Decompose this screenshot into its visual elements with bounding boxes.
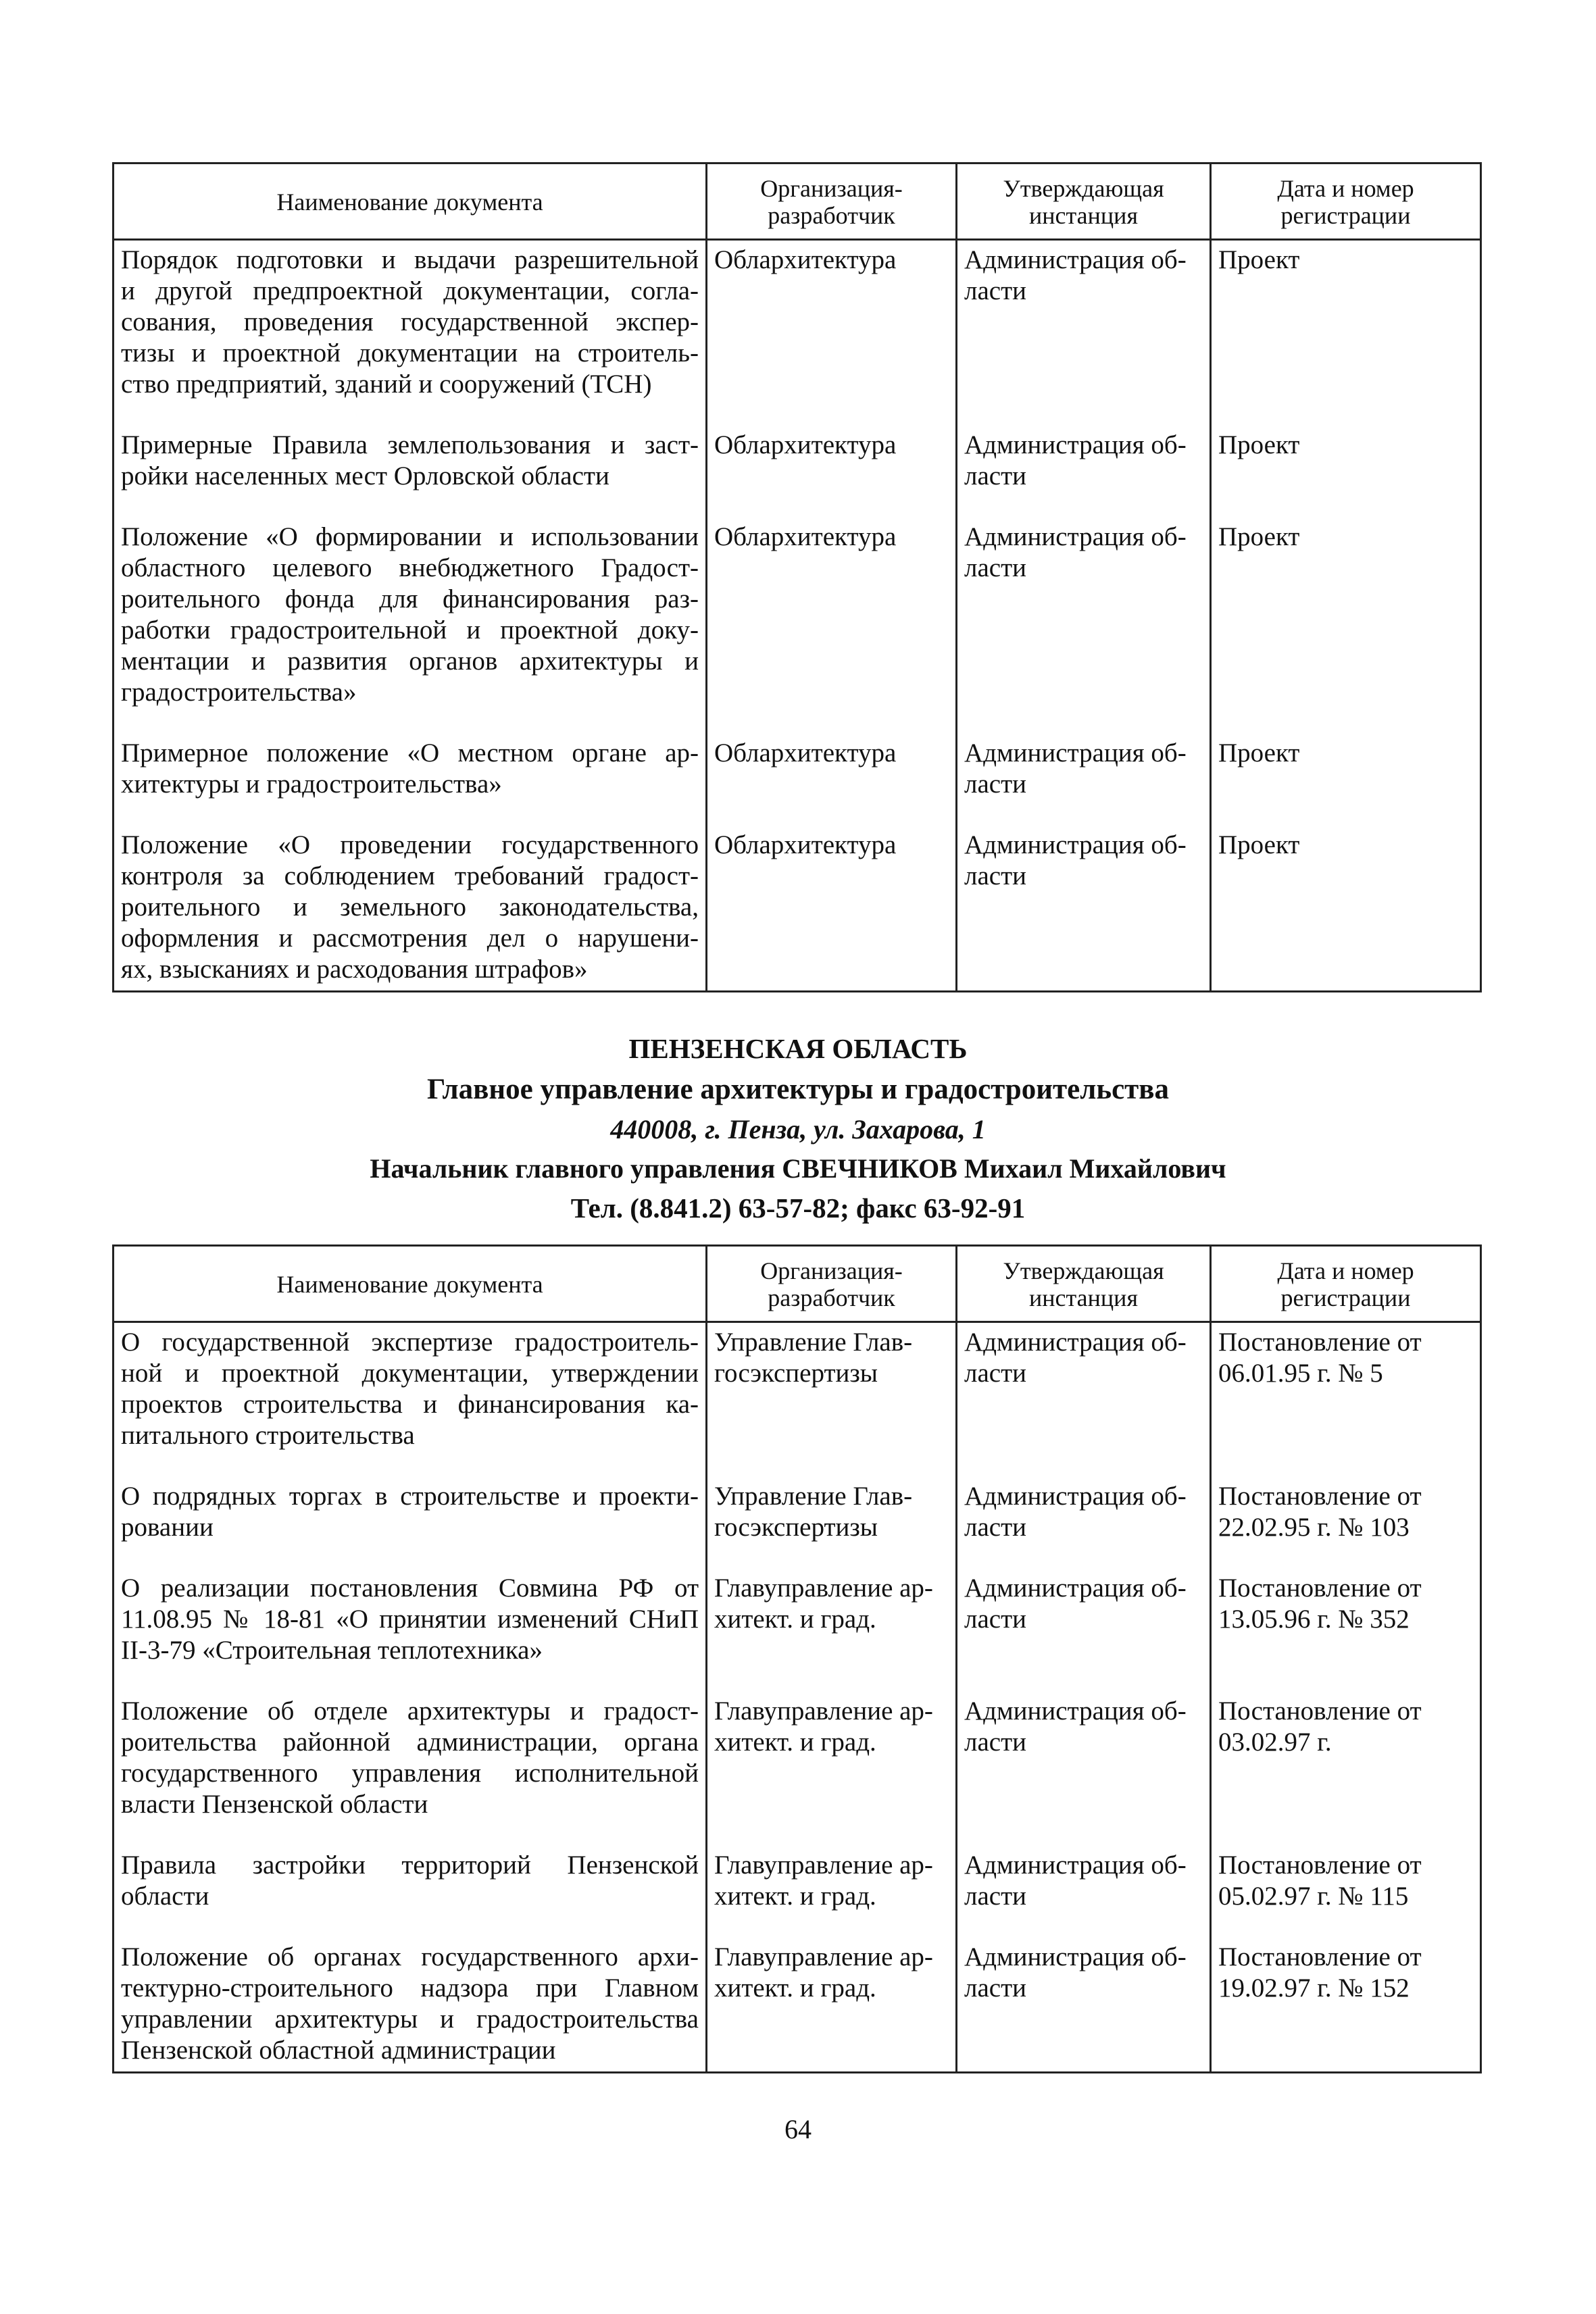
cell-line: Проект xyxy=(1218,430,1300,459)
cell-line: 03.02.97 г. xyxy=(1218,1728,1332,1757)
cell-line: оформления и рассмотрения дел о нарушени- xyxy=(121,924,699,953)
table-row xyxy=(114,1912,1481,2073)
cell-line: Постановление от xyxy=(1218,1942,1422,1971)
cell-line: градостроительства» xyxy=(121,678,357,707)
cell-line: Управление Глав- xyxy=(714,1482,913,1511)
cell-line: областного целевого внебюджетного Градост- xyxy=(121,553,699,582)
cell-line: ство предприятий, зданий и сооружений (ТСН) xyxy=(121,370,652,399)
cell-developer xyxy=(707,1451,957,1543)
cell-line: ласти xyxy=(964,1728,1026,1757)
cell-line: работки градостроительной и проектной доку- xyxy=(121,615,699,645)
cell-registration xyxy=(1211,1543,1481,1666)
table-header-row xyxy=(114,164,1481,240)
cell-line: Положение об отделе архитектуры и градост- xyxy=(121,1696,699,1726)
cell-registration xyxy=(1211,1451,1481,1543)
region-heading: ПЕНЗЕНСКАЯ ОБЛАСТЬ xyxy=(628,1033,968,1064)
cell-line: Постановление от xyxy=(1218,1696,1422,1726)
cell-line: Постановление от xyxy=(1218,1574,1422,1603)
cell-line: ментации и развития органов архитектуры и xyxy=(121,647,699,676)
cell-document-name xyxy=(114,800,707,992)
cell-line: Облархитектура xyxy=(714,738,897,768)
penza-documents-table xyxy=(112,1244,1482,2073)
cell-developer xyxy=(707,1912,957,2073)
cell-approving-authority xyxy=(957,1820,1211,1912)
cell-approving-authority xyxy=(957,1451,1211,1543)
cell-line: Облархитектура xyxy=(714,522,897,551)
cell-approving-authority xyxy=(957,1666,1211,1820)
cell-line: ях, взысканиях и расходования штрафов» xyxy=(121,955,588,984)
cell-document-name xyxy=(114,1820,707,1912)
cell-line: и другой предпроектной документации, согла- xyxy=(121,276,699,305)
cell-line: 05.02.97 г. № 115 xyxy=(1218,1882,1409,1911)
cell-line: ровании xyxy=(121,1513,214,1542)
cell-line: ласти xyxy=(964,461,1026,491)
cell-document-name xyxy=(114,1322,707,1452)
cell-line: 19.02.97 г. № 152 xyxy=(1218,1973,1410,2003)
cell-line: ласти xyxy=(964,1882,1026,1911)
cell-line: Главуправление ар- xyxy=(714,1851,933,1880)
cell-approving-authority xyxy=(957,800,1211,992)
cell-line: 11.08.95 № 18-81 «О принятии изменений СНиП xyxy=(121,1605,699,1634)
cell-line: роительного и земельного законодательства, xyxy=(121,892,699,922)
cell-line: Администрация об- xyxy=(964,830,1187,859)
cell-line: ной и проектной документации, утверждении xyxy=(121,1359,699,1388)
cell-line: проектов строительства и финансирования ка- xyxy=(121,1390,699,1419)
cell-developer xyxy=(707,240,957,401)
cell-line: 06.01.95 г. № 5 xyxy=(1218,1359,1383,1388)
cell-line: хитектуры и градостроительства» xyxy=(121,770,502,799)
cell-line: Примерные Правила землепользования и заст- xyxy=(121,430,699,459)
cell-line: госэкспертизы xyxy=(714,1513,878,1542)
cell-developer xyxy=(707,800,957,992)
cell-approving-authority xyxy=(957,240,1211,401)
cell-developer xyxy=(707,708,957,800)
cell-developer xyxy=(707,1666,957,1820)
cell-approving-authority xyxy=(957,708,1211,800)
cell-line: Пензенской областной администрации xyxy=(121,2036,556,2065)
cell-line: Главуправление ар- xyxy=(714,1942,933,1971)
table-row xyxy=(114,240,1481,401)
cell-line: Администрация об- xyxy=(964,1851,1187,1880)
cell-line: Администрация об- xyxy=(964,1942,1187,1971)
cell-approving-authority xyxy=(957,1543,1211,1666)
cell-registration xyxy=(1211,1820,1481,1912)
cell-line: Администрация об- xyxy=(964,245,1187,274)
header-approving-authority: Утверждающая инстанция xyxy=(957,1246,1211,1322)
cell-line: хитект. и град. xyxy=(714,1728,876,1757)
cell-line: госэкспертизы xyxy=(714,1359,878,1388)
cell-line: тизы и проектной документации на строитель- xyxy=(121,338,699,368)
cell-line: Облархитектура xyxy=(714,430,897,459)
table-body xyxy=(114,240,1481,992)
cell-developer xyxy=(707,1322,957,1452)
cell-line: Администрация об- xyxy=(964,1696,1187,1726)
cell-line: Управление Глав- xyxy=(714,1328,913,1357)
cell-line: Облархитектура xyxy=(714,245,897,274)
cell-registration xyxy=(1211,800,1481,992)
cell-line: Главуправление ар- xyxy=(714,1574,933,1603)
cell-line: ройки населенных мест Орловской области xyxy=(121,461,609,491)
header-document-name: Наименование документа xyxy=(114,1246,707,1322)
table-row xyxy=(114,1451,1481,1543)
cell-approving-authority xyxy=(957,400,1211,492)
cell-document-name xyxy=(114,400,707,492)
cell-registration xyxy=(1211,240,1481,401)
cell-line: Администрация об- xyxy=(964,430,1187,459)
cell-line: Главуправление ар- xyxy=(714,1696,933,1726)
cell-approving-authority xyxy=(957,1912,1211,2073)
cell-line: Постановление от xyxy=(1218,1482,1422,1511)
organization-address: 440008, г. Пенза, ул. Захарова, 1 xyxy=(610,1114,986,1145)
cell-approving-authority xyxy=(957,492,1211,708)
cell-line: ласти xyxy=(964,1359,1026,1388)
cell-line: хитект. и град. xyxy=(714,1605,876,1634)
cell-developer xyxy=(707,1543,957,1666)
cell-line: Администрация об- xyxy=(964,1482,1187,1511)
cell-line: 13.05.96 г. № 352 xyxy=(1218,1605,1410,1634)
cell-document-name xyxy=(114,1666,707,1820)
table-header-row xyxy=(114,1246,1481,1322)
cell-registration xyxy=(1211,1666,1481,1820)
cell-line: тектурно-строительного надзора при Главном xyxy=(121,1973,699,2003)
cell-line: Положение «О проведении государственного xyxy=(121,830,699,859)
cell-line: питального строительства xyxy=(121,1421,415,1450)
cell-document-name xyxy=(114,240,707,401)
cell-line: власти Пензенской области xyxy=(121,1790,428,1819)
table-row xyxy=(114,400,1481,492)
cell-line: Проект xyxy=(1218,522,1300,551)
table-row xyxy=(114,492,1481,708)
cell-line: роительного фонда для финансирования раз- xyxy=(121,584,699,613)
organization-phone: Тел. (8.841.2) 63-57-82; факс 63-92-91 xyxy=(570,1192,1026,1224)
orel-documents-table xyxy=(112,162,1482,992)
cell-line: Порядок подготовки и выдачи разрешительной xyxy=(121,245,699,274)
header-approving-authority: Утверждающая инстанция xyxy=(957,164,1211,240)
cell-registration xyxy=(1211,708,1481,800)
cell-line: 22.02.95 г. № 103 xyxy=(1218,1513,1410,1542)
cell-line: контроля за соблюдением требований градост- xyxy=(121,861,699,890)
cell-line: Администрация об- xyxy=(964,738,1187,768)
organization-head: Начальник главного управления СВЕЧНИКОВ Михаил Михайлович xyxy=(370,1153,1226,1184)
cell-line: О государственной экспертизе градостроитель- xyxy=(121,1328,699,1357)
cell-line: Проект xyxy=(1218,738,1300,768)
cell-line: Проект xyxy=(1218,830,1300,859)
cell-registration xyxy=(1211,400,1481,492)
table-row xyxy=(114,1666,1481,1820)
table-body xyxy=(114,1322,1481,2073)
cell-developer xyxy=(707,400,957,492)
cell-developer xyxy=(707,1820,957,1912)
table-row xyxy=(114,708,1481,800)
cell-line: II-3-79 «Строительная теплотехника» xyxy=(121,1636,543,1665)
table-row xyxy=(114,800,1481,992)
page-number: 64 xyxy=(784,2114,812,2144)
cell-line: Проект xyxy=(1218,245,1300,274)
cell-approving-authority xyxy=(957,1322,1211,1452)
cell-line: Примерное положение «О местном органе ар- xyxy=(121,738,699,768)
cell-line: государственного управления исполнительной xyxy=(121,1759,699,1788)
cell-line: Облархитектура xyxy=(714,830,897,859)
cell-line: Правила застройки территорий Пензенской xyxy=(121,1851,699,1880)
cell-line: ласти xyxy=(964,553,1026,582)
cell-registration xyxy=(1211,1912,1481,2073)
cell-line: Администрация об- xyxy=(964,1328,1187,1357)
table-row xyxy=(114,1820,1481,1912)
cell-line: ласти xyxy=(964,1973,1026,2003)
cell-document-name xyxy=(114,1912,707,2073)
cell-document-name xyxy=(114,1543,707,1666)
cell-line: ласти xyxy=(964,1513,1026,1542)
cell-line: ласти xyxy=(964,770,1026,799)
cell-document-name xyxy=(114,708,707,800)
cell-document-name xyxy=(114,1451,707,1543)
cell-registration xyxy=(1211,492,1481,708)
cell-line: О реализации постановления Совмина РФ от xyxy=(121,1574,699,1603)
organization-heading: Главное управление архитектуры и градостроительства xyxy=(426,1074,1169,1105)
cell-line: хитект. и град. xyxy=(714,1973,876,2003)
cell-line: Администрация об- xyxy=(964,522,1187,551)
cell-line: сования, проведения государственной экспер- xyxy=(121,307,699,336)
cell-line: Постановление от xyxy=(1218,1851,1422,1880)
cell-line: управлении архитектуры и градостроительства xyxy=(121,2005,699,2034)
cell-line: ласти xyxy=(964,1605,1026,1634)
cell-line: Администрация об- xyxy=(964,1574,1187,1603)
cell-registration xyxy=(1211,1322,1481,1452)
header-registration: Дата и номер регистрации xyxy=(1211,164,1481,240)
cell-line: роительства районной администрации, органа xyxy=(121,1728,699,1757)
header-registration: Дата и номер регистрации xyxy=(1211,1246,1481,1322)
cell-line: Положение об органах государственного архи- xyxy=(121,1942,699,1971)
cell-line: О подрядных торгах в строительстве и проекти- xyxy=(121,1482,699,1511)
header-developer: Организация- разработчик xyxy=(707,1246,957,1322)
cell-document-name xyxy=(114,492,707,708)
table-row xyxy=(114,1322,1481,1452)
table-row xyxy=(114,1543,1481,1666)
header-document-name: Наименование документа xyxy=(114,164,707,240)
cell-line: ласти xyxy=(964,276,1026,305)
cell-line: ласти xyxy=(964,861,1026,890)
header-developer: Организация- разработчик xyxy=(707,164,957,240)
cell-line: Постановление от xyxy=(1218,1328,1422,1357)
cell-developer xyxy=(707,492,957,708)
cell-line: Положение «О формировании и использовании xyxy=(121,522,699,551)
cell-line: области xyxy=(121,1882,209,1911)
cell-line: хитект. и град. xyxy=(714,1882,876,1911)
